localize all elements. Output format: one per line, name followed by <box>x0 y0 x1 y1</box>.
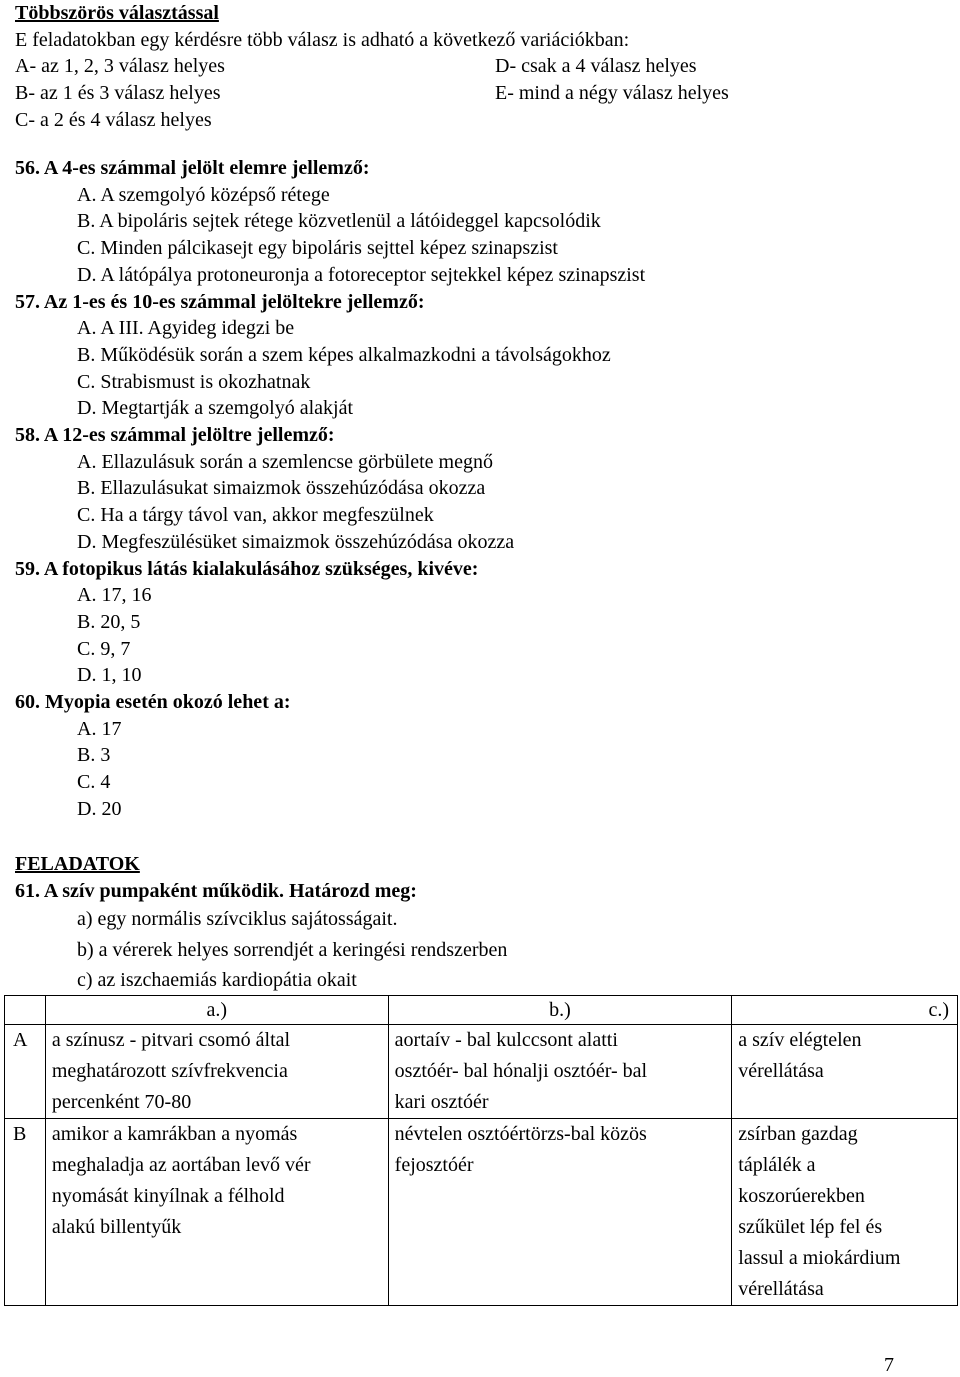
cell-line: zsírban gazdag <box>738 1123 858 1145</box>
cell-line: koszorúerekben <box>738 1185 865 1207</box>
cell-line: kari osztóér <box>394 1091 489 1113</box>
question-option: C. 9, 7 <box>77 637 131 660</box>
variant-item: D- csak a 4 válasz helyes <box>495 55 697 78</box>
task-title: 61. A szív pumpaként működik. Határozd meg: <box>15 879 417 902</box>
cell-line: alakú billentyűk <box>51 1216 182 1238</box>
table-cell <box>732 1025 958 1119</box>
intro-section <box>15 0 729 134</box>
question-option: D. Megtartják a szemgolyó alakját <box>77 397 354 420</box>
question-option: B. 3 <box>77 744 111 767</box>
table-corner-cell <box>5 996 46 1025</box>
question <box>15 155 945 289</box>
question-list <box>15 155 945 823</box>
question-title: 60. Myopia esetén okozó lehet a: <box>15 691 291 714</box>
task-section <box>15 851 945 996</box>
variant-item: B- az 1 és 3 válasz helyes <box>15 82 221 105</box>
question <box>15 689 945 823</box>
table-cell <box>45 1025 388 1119</box>
table-cell <box>388 1119 732 1306</box>
table-row <box>5 1119 958 1306</box>
question <box>15 556 945 690</box>
cell-line: névtelen osztóértörzs-bal közös <box>394 1123 647 1145</box>
table-cell <box>732 1119 958 1306</box>
question-title: 58. A 12-es számmal jelöltre jellemző: <box>15 424 335 447</box>
cell-line: a színusz - pitvari csomó által <box>51 1029 291 1051</box>
variants-left <box>15 53 495 133</box>
question-option: C. 4 <box>77 771 111 794</box>
question-option: B. Ellazulásukat simaizmok összehúzódása okozza <box>77 477 486 500</box>
variant-item: E- mind a négy válasz helyes <box>495 82 729 105</box>
cell-line: a szív elégtelen <box>738 1029 862 1051</box>
question-title: 57. Az 1-es és 10-es számmal jelöltekre jellemző: <box>15 290 425 313</box>
task-subitem: a) egy normális szívciklus sajátosságait. <box>77 908 398 931</box>
page-number: 7 <box>884 1354 894 1376</box>
table-header-cell: b.) <box>388 996 732 1025</box>
question-option: A. A szemgolyó középső rétege <box>77 183 330 206</box>
question-option: D. Megfeszülésüket simaizmok összehúzódása okozza <box>77 530 515 553</box>
question-option: C. Minden pálcikasejt egy bipoláris sejttel képez szinapszist <box>77 237 558 260</box>
question-option: C. Ha a tárgy távol van, akkor megfeszülnek <box>77 504 434 527</box>
question-option: D. 1, 10 <box>77 664 142 687</box>
question-option: B. A bipoláris sejtek rétege közvetlenül a látóideggel kapcsolódik <box>77 210 601 233</box>
question-option: D. A látópálya protoneuronja a fotoreceptor sejtekkel képez szinapszist <box>77 263 646 286</box>
table-header-cell: c.) <box>732 996 958 1025</box>
question-title: 59. A fotopikus látás kialakulásához szükséges, kivéve: <box>15 557 479 580</box>
cell-line: osztóér- bal hónalji osztóér- bal <box>394 1060 648 1082</box>
task-subitems <box>15 904 945 996</box>
question-option: C. Strabismust is okozhatnak <box>77 370 311 393</box>
question-option: A. A III. Agyideg idegzi be <box>77 317 295 340</box>
question-option: A. Ellazulásuk során a szemlencse görbülete megnő <box>77 450 493 473</box>
table-header-cell: a.) <box>45 996 388 1025</box>
row-label: A <box>5 1025 46 1119</box>
cell-line: nyomását kinyílnak a félhold <box>51 1185 285 1207</box>
task-subitem: b) a vérerek helyes sorrendjét a keringési rendszerben <box>77 938 508 961</box>
section-title: FELADATOK <box>15 853 140 875</box>
cell-line: lassul a miokárdium <box>738 1247 901 1269</box>
question-title: 56. A 4-es számmal jelölt elemre jellemző: <box>15 157 370 179</box>
question-option: B. 20, 5 <box>77 610 141 633</box>
cell-line: vérellátása <box>738 1278 824 1300</box>
question-option: D. 20 <box>77 797 122 820</box>
cell-line: percenként 70-80 <box>51 1091 192 1113</box>
variant-item: A- az 1, 2, 3 válasz helyes <box>15 55 225 78</box>
cell-line: vérellátása <box>738 1060 824 1082</box>
table-row <box>5 1025 958 1119</box>
question-option: B. Működésük során a szem képes alkalmazkodni a távolságokhoz <box>77 343 611 366</box>
cell-line: táplálék a <box>738 1154 816 1176</box>
cell-line: fejosztóér <box>394 1154 474 1176</box>
table-cell <box>45 1119 388 1306</box>
cell-line: meghaladja az aortában levő vér <box>51 1154 311 1176</box>
variant-list <box>15 53 729 133</box>
table-cell <box>388 1025 732 1119</box>
question-option: A. 17, 16 <box>77 584 152 607</box>
row-label: B <box>5 1119 46 1306</box>
question <box>15 289 945 423</box>
cell-line: meghatározott szívfrekvencia <box>51 1060 288 1082</box>
variants-right <box>495 53 729 133</box>
cell-line: amikor a kamrákban a nyomás <box>51 1123 298 1145</box>
instruction-text: E feladatokban egy kérdésre több válasz is adható a következő variációkban: <box>15 28 630 51</box>
task-subitem: c) az iszchaemiás kardiopátia okait <box>77 969 357 992</box>
section-title: Többszörös választással <box>15 2 219 24</box>
question <box>15 422 945 556</box>
question-option: A. 17 <box>77 717 122 740</box>
answer-table <box>4 995 958 1306</box>
cell-line: aortaív - bal kulccsont alatti <box>394 1029 618 1051</box>
variant-item: C- a 2 és 4 válasz helyes <box>15 108 212 131</box>
cell-line: szűkület lép fel és <box>738 1216 883 1238</box>
table-header-row <box>5 996 958 1025</box>
